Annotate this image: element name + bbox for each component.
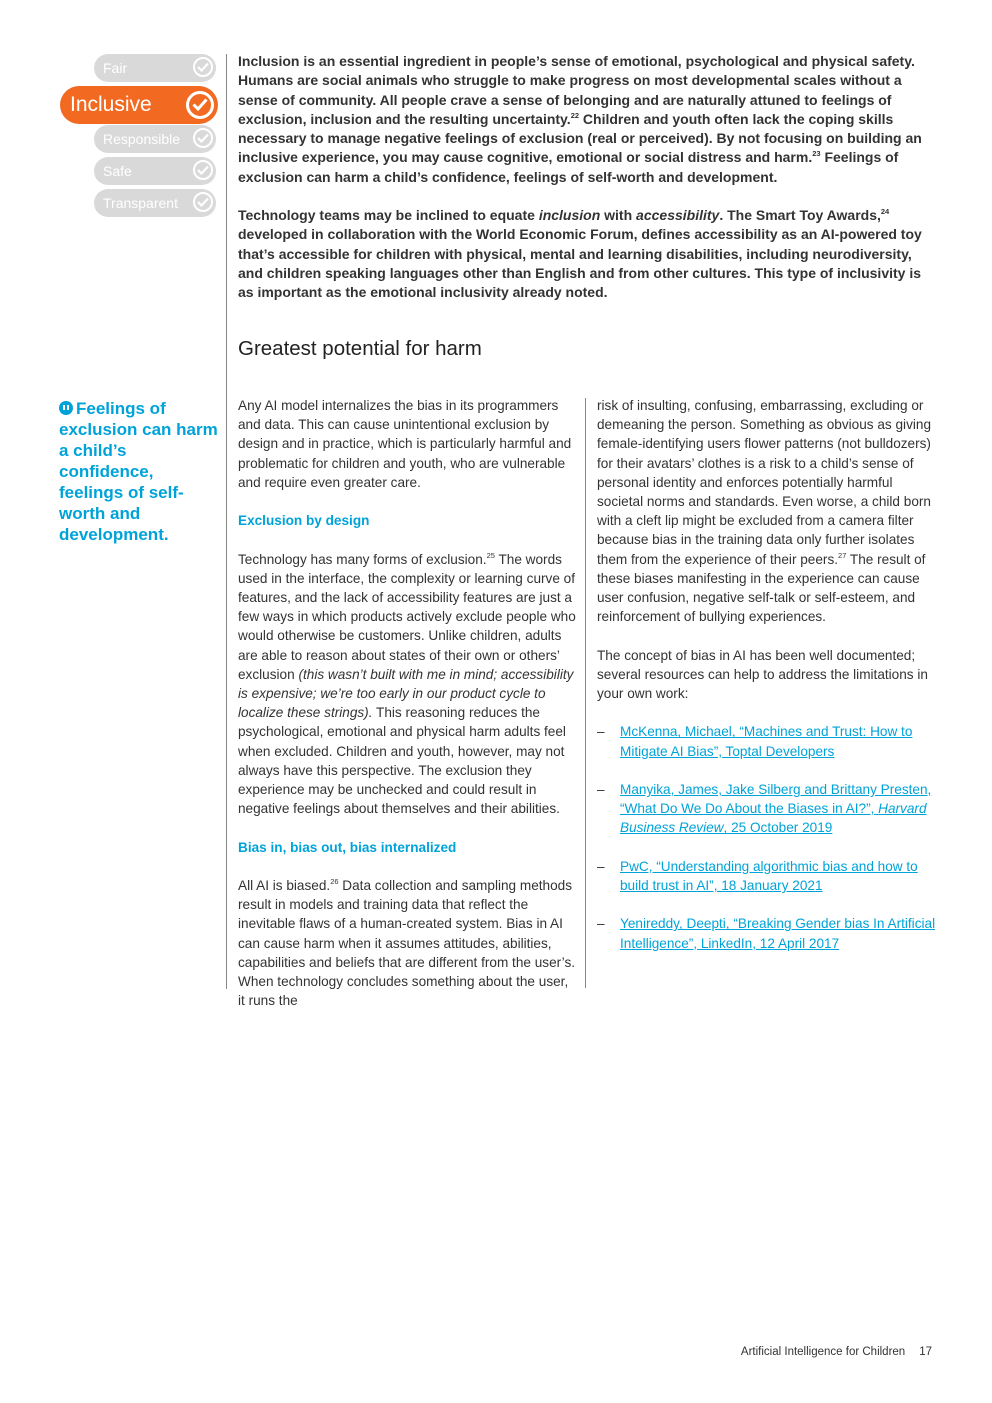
nav-item-label: Fair xyxy=(103,60,128,76)
middle-column-divider xyxy=(585,398,586,988)
body-paragraph: Technology has many forms of exclusion.$^{25}$ The words used in the interface, the complexity or learning curve of features, and the lack of accessibility features are just a few ways in which products actively exclude people who would otherwise be customers. Unlike children, adults are able to reason about states of their own or others’ exclusion (this wasn’t built with me in mind; accessibility is expensive; we’re too early in our product cycle to localize these strings). This reasoning reduces the psychological, emotional and physical harm adults feel when excluded. Children and youth, however, may not always have this perspective. The exclusion they experience may be unchecked and could result in negative feelings about themselves and their abilities. xyxy=(238,550,576,817)
check-icon xyxy=(193,160,213,180)
check-icon xyxy=(186,91,214,119)
nav-item-transparent[interactable] xyxy=(94,189,216,217)
check-icon xyxy=(193,128,213,148)
intro-paragraph: Technology teams may be inclined to equate inclusion with accessibility. The Smart Toy Awards,$^{24}$ developed in collaboration with the World Economic Forum, defines accessibility as an AI-powered toy that’s accessible for children with physical, mental and learning disabilities, including neurodiversity, and children speaking languages other than English and from other cultures. This type of inclusivity is as important as the emotional inclusivity already noted. xyxy=(238,207,922,301)
check-icon xyxy=(193,57,213,77)
body-paragraph: risk of insulting, confusing, embarrassing, excluding or demeaning the person. Something as obvious as giving female-identifying users flower patterns (not bulldozers) for their avatars’ clothes is a risk to a child’s sense of personal identity and enforces potentially harmful societal norms and standards. Even worse, a child born with a cleft lip might be excluded from a camera filter because bias in the training data only further isolates them from the experience of their peers.$^{27}$ The result of these biases manifesting in the experience can cause user confusion, negative self-talk or self-esteem, and reinforcement of bullying experiences. xyxy=(597,398,932,625)
nav-item-inclusive[interactable] xyxy=(60,86,218,124)
footnote-ref[interactable]: 22 xyxy=(570,110,580,120)
list-item xyxy=(597,780,939,838)
pull-quote: Feelings of exclusion can harm a child’s confidence, feelings of self-worth and development. xyxy=(59,399,218,544)
page-number: 17 xyxy=(919,1346,932,1358)
footnote-ref[interactable]: 24 xyxy=(880,207,890,217)
footnote-ref[interactable]: 25 xyxy=(486,550,495,560)
body-column-left xyxy=(238,396,578,1010)
reference-link[interactable]: Yenireddy, Deepti, “Breaking Gender bias In Artificial Intelligence”, LinkedIn, 12 April 2017 xyxy=(620,916,936,951)
reference-link[interactable]: PwC, “Understanding algorithmic bias and how to build trust in AI”, 18 January 2021 xyxy=(620,858,918,894)
intro-text xyxy=(238,52,938,322)
list-item xyxy=(597,914,939,952)
footnote-ref[interactable]: 23 xyxy=(812,149,821,159)
reference-link[interactable]: Manyika, James, Jake Silberg and Brittany Presten, “What Do We Do About the Biases in AI?”, Harvard Business Review, 25 October 2019 xyxy=(620,782,932,836)
reference-link[interactable]: McKenna, Michael, “Machines and Trust: How to Mitigate AI Bias”, Toptal Developers xyxy=(620,724,913,759)
resource-list xyxy=(597,722,939,952)
body-column-right xyxy=(597,396,939,972)
nav-item-label: Inclusive xyxy=(70,93,152,116)
section-title: Greatest potential for harm xyxy=(238,337,482,360)
subheading-bias-internalized: Bias in, bias out, bias internalized xyxy=(238,839,457,855)
body-paragraph: The concept of bias in AI has been well documented; several resources can help to address the limitations in your own work: xyxy=(597,647,928,702)
nav-item-label: Transparent xyxy=(103,195,178,211)
intro-paragraph: Inclusion is an essential ingredient in people’s sense of emotional, psychological and physical safety. Humans are social animals who struggle to make progress on most developmental scales without a sense of community. All people crave a sense of belonging and are naturally attuned to feelings of exclusion, inclusion and the resulting uncertainty.$^{22}$ Children and youth often lack the coping skills necessary to manage negative feelings of exclusion (real or perceived). By not focusing on building an inclusive experience, you may cause cognitive, emotional or social distress and harm.$^{23}$ Feelings of exclusion can harm a child’s confidence, feelings of self-worth and development. xyxy=(238,53,922,185)
nav-item-fair[interactable] xyxy=(94,54,216,82)
subheading-exclusion-by-design: Exclusion by design xyxy=(238,513,370,529)
footnote-ref[interactable]: 26 xyxy=(330,877,339,887)
footnote-ref[interactable]: 27 xyxy=(838,550,847,560)
nav-item-label: Safe xyxy=(103,163,132,179)
left-column-divider xyxy=(226,54,227,989)
page-footer xyxy=(741,1346,932,1358)
nav-item-label: Responsible xyxy=(103,131,181,147)
body-paragraph: All AI is biased.$^{26}$ Data collection and sampling methods result in models and training data that reflect the inevitable flaws of a human-created system. Bias in AI can cause harm when it assumes attitudes, abilities, capabilities and beliefs that are different from the user’s. When technology concludes something about the user, it runs the xyxy=(238,877,576,1009)
list-item xyxy=(597,722,939,760)
nav-item-responsible[interactable] xyxy=(94,125,216,153)
list-item xyxy=(597,857,939,895)
nav-item-safe[interactable] xyxy=(94,157,216,185)
quote-icon xyxy=(59,401,73,415)
footer-title: Artificial Intelligence for Children xyxy=(740,1346,906,1358)
body-paragraph: Any AI model internalizes the bias in its programmers and data. This can cause unintentional exclusion by design and in practice, which is particularly harmful and problematic for children and youth, who are vulnerable and require even greater care. xyxy=(238,398,572,490)
check-icon xyxy=(193,192,213,212)
